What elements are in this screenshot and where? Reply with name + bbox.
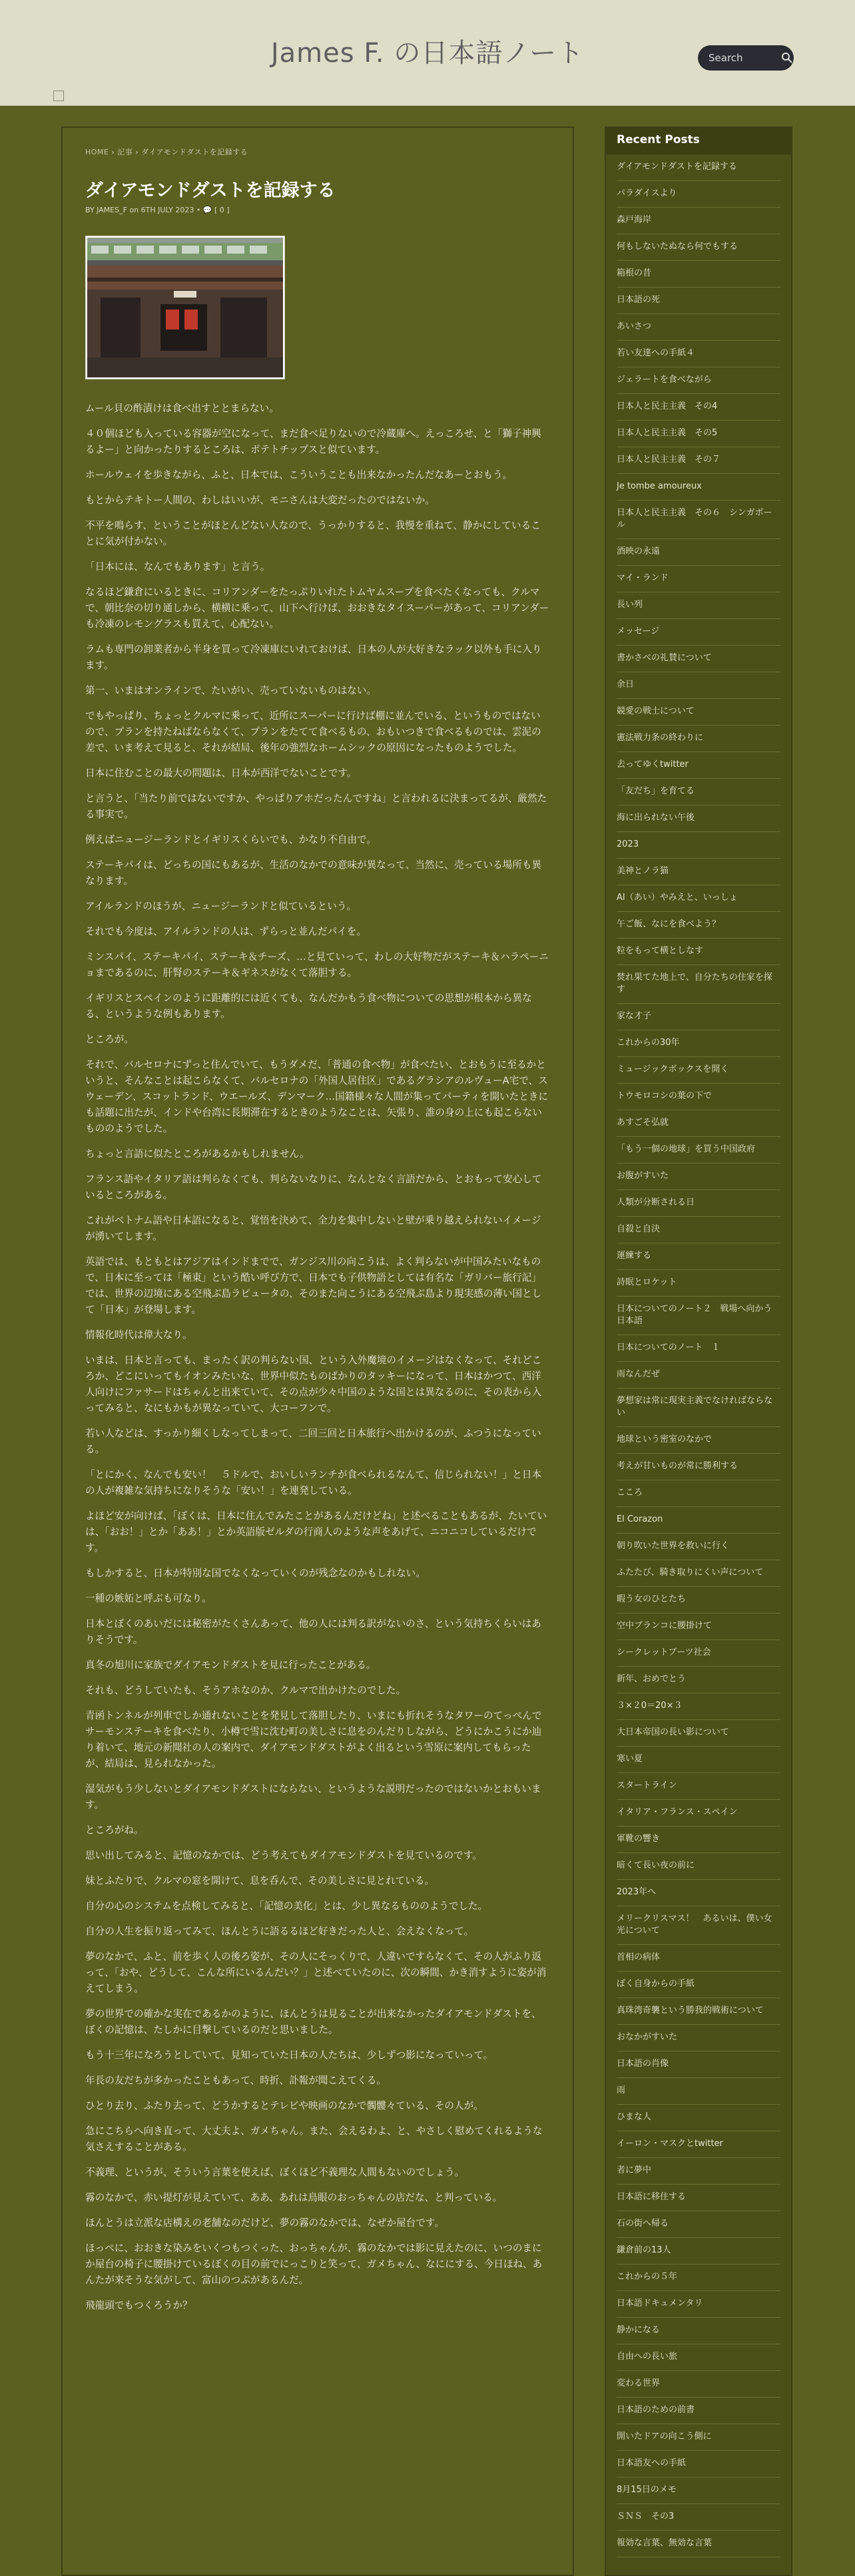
sidebar (605, 126, 792, 2576)
recent-post-link[interactable]: 日本人と民主主義 その5 (617, 421, 780, 447)
recent-post-link[interactable]: あすごそ弘就 (617, 1110, 780, 1137)
post-paragraph: 自分の人生を振り返ってみて、ほんとうに語るるほど好きだった人と、会えなくなって。 (85, 1926, 474, 1937)
post-paragraph: ところがね。 (85, 1825, 144, 1836)
recent-post-link[interactable]: 何もしないたぬなら何でもする (617, 234, 780, 261)
recent-post-link[interactable]: ひまな人 (617, 2105, 780, 2131)
recent-posts-list (606, 154, 791, 2557)
post-paragraph: 真冬の旭川に家族でダイアモンドダストを見に行ったことがある。 (85, 1659, 376, 1671)
recent-post-link[interactable]: 開いたドアの向こう側に (617, 2424, 780, 2451)
recent-post-link[interactable]: 雨 (617, 2078, 780, 2105)
recent-post-link[interactable]: ぼく自身からの手紙 (617, 1972, 780, 1998)
recent-post-link[interactable]: おなかがすいた (617, 2025, 780, 2051)
recent-post-link[interactable]: 粒をもって横としなす (617, 939, 780, 965)
recent-post-link[interactable]: メリークリスマス！ あるいは、僕い女光について (617, 1906, 780, 1945)
recent-post-link[interactable]: 寒い夏 (617, 1747, 780, 1773)
recent-post-link[interactable]: 日本についてのノート １ (617, 1335, 780, 1362)
recent-post-link[interactable]: 大日本帝国の長い影について (617, 1720, 780, 1747)
recent-post-link[interactable]: 人類が分断される日 (617, 1190, 780, 1217)
post-paragraph: よほど安が向けば、「ぼくは、日本に住んでみたことがあるんだけどね」と述べることもあるが、たいていは、「おお！」とか「ああ！」とか英語版ゼルダの行商人のような声をあげて、ニコニコしているだけです。 (85, 1510, 547, 1554)
recent-post-link[interactable]: イタリア・フランス・スペイン (617, 1800, 780, 1826)
recent-post-link[interactable]: 真珠湾奇襲という勝我的戦術について (617, 1998, 780, 2025)
post (63, 128, 573, 2314)
recent-post-link[interactable]: 地球という密室のなかで (617, 1427, 780, 1454)
recent-post-link[interactable]: お腹がすいた (617, 1164, 780, 1190)
recent-post-link[interactable]: 軍靴の響き (617, 1826, 780, 1853)
recent-post-link[interactable]: 2023 (617, 832, 780, 859)
recent-post-link[interactable]: 余日 (617, 672, 780, 699)
post-paragraph: 霧のなかで、赤い提灯が見えていて、ああ、あれは鳥眼のおっちゃんの店だな、と判っている。 (85, 2192, 503, 2203)
recent-post-link[interactable]: 石の街へ帰る (617, 2211, 780, 2238)
post-paragraph: ホールウェイを歩きながら、ふと、日本では、こういうことも出来なかったんだなあーとおもう。 (85, 469, 513, 481)
post-paragraph: 若い人などは、すっかり細くしなってしまって、二回三回と日本旅行へ出かけるのが、ふつうになっている。 (85, 1428, 541, 1455)
recent-post-link[interactable]: 報効な言葉、無効な言葉 (617, 2531, 780, 2557)
site-title[interactable]: James F. の日本語ノート (270, 38, 585, 69)
recent-post-link[interactable]: シークレットブーツ社会 (617, 1640, 780, 1667)
recent-post-link[interactable]: 日本人と民主主義 その７ (617, 447, 780, 474)
recent-post-link[interactable]: 日本人と民主主義 その６ シンガポール (617, 501, 780, 539)
menu-icon[interactable] (53, 91, 64, 101)
recent-post-link[interactable]: 鎌倉前の13人 (617, 2238, 780, 2264)
post-paragraph: ほんとうは立派な店構えの老舗なのだけど、夢の霧のなかでは、なぜか屋台です。 (85, 2217, 444, 2229)
recent-post-link[interactable]: AI（あい）やみえと、いっしょ (617, 885, 780, 912)
recent-post-link[interactable]: スタートライン (617, 1773, 780, 1800)
recent-post-link[interactable]: 夢想家は常に現実主義でなければならない (617, 1389, 780, 1427)
recent-post-link[interactable]: 空中ブランコに腰掛けて (617, 1613, 780, 1640)
post-paragraph: ムール貝の酢漬けは食べ出すととまらない。 (85, 403, 279, 414)
recent-post-link[interactable]: イーロン・マスクとtwitter (617, 2131, 780, 2158)
recent-post-link[interactable]: 日本語のための前書 (617, 2398, 780, 2424)
recent-post-link[interactable]: これからの30年 (617, 1030, 780, 1057)
post-paragraph: もとからテキトー人間の、わしはいいが、モニさんは大変だったのではないか。 (85, 495, 435, 506)
post-paragraph: 「日本には、なんでもあります」と言う。 (85, 561, 270, 572)
recent-post-link[interactable]: あいさつ (617, 314, 780, 341)
recent-post-link[interactable]: 日本語ドキュメンタリ (617, 2291, 780, 2318)
post-meta: BY JAMES_F on 6TH JULY 2023 • 💬 [ 0 ] (85, 206, 230, 214)
recent-post-link[interactable]: 日本語の肖像 (617, 2051, 780, 2078)
recent-post-link[interactable]: トウモロコシの葉の下で (617, 1084, 780, 1110)
recent-post-link[interactable]: ＳＮＳ その3 (617, 2504, 780, 2531)
post-paragraph: ミンスパイ、ステーキパイ、ステーキ＆チーズ、…と見ていって、わしの大好物だがステーキ＆ハラペーニョまであるのに、肝腎のステーキ＆ギネスがなくて落胆する。 (85, 951, 549, 978)
post-paragraph: いまは、日本と言っても、まったく訳の判らない国、という入外魔境のイメージはなくなって、それどころか、どこにいってもイオンみたいな、世界中似たものばかりのタッキーになって、日本はかつて、西洋人向けにファサードはちゃんと出来ていて、その点が少々中国のような国とは異なるのに、その表から入ってみると、なにもかもが異なっていて、大コーフンで。 (85, 1355, 542, 1414)
post-paragraph: アイルランドのほうが、ニュージーランドと似ているという。 (85, 901, 357, 912)
post-paragraph: ちょっと言語に似たところがあるかもしれません。 (85, 1148, 310, 1160)
recent-post-link[interactable]: 酒映の永遠 (617, 539, 780, 566)
post-paragraph: ラムも専門の卸業者から半身を買って冷凍庫にいれておけば、日本の人が大好きなラック以外も手に入ります。 (85, 644, 542, 671)
post-paragraph: それも、どうしていたも、そうアホなのか、クルマで出かけたのでした。 (85, 1685, 406, 1696)
post-paragraph: 例えばニュージーランドとイギリスくらいでも、かなり不自由で。 (85, 834, 376, 845)
recent-post-link[interactable]: 森戸海岸 (617, 208, 780, 234)
recent-post-link[interactable]: メッセージ (617, 619, 780, 646)
recent-post-link[interactable]: 箱根の昔 (617, 261, 780, 288)
post-body (85, 401, 550, 2314)
recent-post-link[interactable]: 首相の病体 (617, 1945, 780, 1972)
search-box[interactable] (698, 45, 794, 71)
recent-post-link[interactable]: 自殺と自決 (617, 1217, 780, 1243)
recent-post-link[interactable]: 日本人と民主主義 その4 (617, 394, 780, 421)
recent-post-link[interactable]: 去ってゆくtwitter (617, 752, 780, 779)
breadcrumb-category[interactable]: 記事 (117, 148, 133, 156)
post-thumbnail[interactable] (85, 236, 285, 379)
post-paragraph: 自分の心のシステムを点検してみると、「記憶の美化」とは、少し異なるもののようでした。 (85, 1900, 488, 1912)
post-paragraph: 不義理、というが、そういう言葉を使えば、ぼくほど不義理な人間もないのでしょう。 (85, 2167, 465, 2178)
recent-posts-title: Recent Posts (606, 128, 791, 154)
recent-post-link[interactable]: 海に出られない午後 (617, 805, 780, 832)
recent-post-link[interactable]: 競愛の戦士について (617, 699, 780, 726)
recent-post-link[interactable]: 朝り吹いた世界を救いに行く (617, 1534, 780, 1560)
post-paragraph: ４０個ほども入っている容器が空になって、まだ食べ足りないので冷蔵庫へ。えっころせ、と「獅子神興るよー」と向かったりするところは、ポテトチップスと似ています。 (85, 428, 541, 455)
recent-post-link[interactable]: 憲法戦力条の終わりに (617, 726, 780, 752)
post-paragraph: 日本とぼくのあいだには秘密がたくさんあって、他の人には判る訳がないのさ、という気持ちくらいはありそうです。 (85, 1618, 541, 1645)
recent-post-link[interactable]: 8月15日のメモ (617, 2477, 780, 2504)
recent-post-link[interactable]: 家な才子 (617, 1004, 780, 1030)
post-paragraph: 夢の世界での確かな実在であるかのように、ほんとうは見ることが出来なかったダイアモンドダストを、ぼくの記憶は、たしかに目撃しているのだと思いました。 (85, 2008, 541, 2036)
recent-post-link[interactable]: 運練する (617, 1243, 780, 1270)
recent-post-link[interactable]: 午ご飯、なにを食べよう？ (617, 912, 780, 939)
post-paragraph: ほっぺに、おおきな染みをいくつもつくった、おっちゃんが、霧のなかでは影に見えたのに、いつのまにか屋台の椅子に腰掛けているぼくの目の前でにっこりと笑って、ガメちゃん、なににする、今日ほね、あんたが来そうな気がして、富山のつぶがあるんだ。 (85, 2243, 543, 2286)
recent-post-link[interactable]: 日本語の死 (617, 288, 780, 314)
recent-post-link[interactable]: 雨なんだぜ (617, 1362, 780, 1389)
recent-post-link[interactable]: 日本についてのノート２ 戦場へ向かう日本語 (617, 1297, 780, 1335)
recent-post-link[interactable]: 日本語友への手紙 (617, 2451, 780, 2477)
post-paragraph: 日本に住むことの最大の問題は、日本が西洋でないことです。 (85, 767, 357, 779)
recent-post-link[interactable]: ジェラートを食べながら (617, 367, 780, 394)
search-input[interactable] (707, 51, 776, 65)
post-paragraph: 年長の友だちが多かったこともあって、時折、訃報が聞こえてくる。 (85, 2075, 386, 2086)
post-paragraph: 飛龍頭でもつくろうか？ (85, 2300, 192, 2311)
post-paragraph: 一種の嫉妬と呼ぶも可なり。 (85, 1593, 212, 1604)
recent-post-link[interactable]: パラダイスより (617, 181, 780, 208)
post-paragraph: もう十三年になろうとしていて、見知っていた日本の人たちは、少しずつ影になっていって。 (85, 2049, 493, 2061)
recent-post-link[interactable]: 長い列 (617, 592, 780, 619)
recent-post-link[interactable]: 静かになる (617, 2318, 780, 2344)
post-paragraph: もしかすると、日本が特別な国でなくなっていくのが残念なのかもしれない。 (85, 1568, 426, 1579)
post-paragraph: 湿気がもう少しないとダイアモンドダストにならない、というような説明だったのではないかとおもいます。 (85, 1783, 541, 1811)
search-icon[interactable] (780, 51, 794, 65)
recent-post-link[interactable]: 日本語に移住する (617, 2185, 780, 2211)
post-paragraph: 妹とふたりで、クルマの窓を開けて、息を呑んで、その美しさに見とれている。 (85, 1875, 435, 1886)
post-paragraph: 青函トンネルが列車でしか通れないことを発見して落胆したり、いまにも折れそうなタワーのてっぺんでサーモンステーキを食べたり、小樽で雪に沈む町の美しさに息をのんだりしながら、どうにかこうにか辿り着いて、地元の新聞社の人の案内で、ダイアモンドダストがよく出るという雪原に案内してもらったが、結局は、見られなかった。 (85, 1710, 542, 1769)
recent-post-link[interactable]: 「もう一個の地球」を買う中国政府 (617, 1137, 780, 1164)
post-paragraph: フランス語やイタリア語は判らなくても、判らないなりに、なんとなく言語だから、とおもって安心しているところがある。 (85, 1174, 542, 1201)
recent-post-link[interactable]: 暇う女のひとたち (617, 1587, 780, 1613)
recent-post-link[interactable]: 者に夢中 (617, 2158, 780, 2185)
recent-post-link[interactable]: これからの５年 (617, 2264, 780, 2291)
recent-post-link[interactable]: 変わる世界 (617, 2371, 780, 2398)
breadcrumb (85, 146, 550, 157)
breadcrumb-current: ダイアモンドダストを記録する (141, 148, 248, 156)
recent-post-link[interactable]: 焚れ果てた地上で、自分たちの住家を探す (617, 965, 780, 1004)
recent-post-link[interactable]: 「友だち」を育てる (617, 779, 780, 805)
recent-post-link[interactable]: 自由への長い旅 (617, 2344, 780, 2371)
post-paragraph: でもやっぱり、ちょっとクルマに乗って、近所にスーパーに行けば棚に並んでいる、というものではないので、プランを持たねばならなくて、プランをたてて食べるもの、おもいつきで食べるものでは、雲泥の差で、いま考えて見ると、それが結局、後年の強烈なホームシックの原因になったものようでした。 (85, 710, 541, 753)
post-paragraph: ひとり去り、ふたり去って、どうかするとテレビや映画のなかで髑髏々ている、その人が。 (85, 2100, 483, 2111)
recent-post-link[interactable]: 美神とノラ猫 (617, 859, 780, 885)
recent-post-link[interactable]: 考えが甘いものが常に勝利する (617, 1454, 780, 1480)
recent-post-link[interactable]: 書かさべの礼賛について (617, 646, 780, 672)
recent-post-link[interactable]: ふたたび、騎き取りにくい声について (617, 1560, 780, 1587)
recent-post-link[interactable]: El Corazon (617, 1507, 780, 1534)
post-paragraph: 英語では、もともとはアジアはインドまでで、ガンジス川の向こうは、よく判らないが中国みたいなもので、日本に至っては「極東」という酷い呼び方で、日本でも子供物語としては有名な「ガリバー旅行記」では、世界の辺境にある空飛ぶ島ラピュータの、そのまた向こうにある空飛ぶ島より現実感の薄い国として「日本」が登場します。 (85, 1256, 542, 1315)
post-paragraph: 第一、いまはオンラインで、たいがい、売っていないものはない。 (85, 685, 377, 696)
recent-post-link[interactable]: ３×２0＝20×３ (617, 1693, 780, 1720)
recent-post-link[interactable]: マイ・ランド (617, 566, 780, 592)
post-paragraph: 不平を鳴らす、ということがほとんどない人なので、うっかりすると、我慢を重ねて、静かにしていることに気が付かない。 (85, 520, 541, 547)
breadcrumb-separator: › (111, 148, 115, 156)
post-paragraph: それでも今度は、アイルランドの人は、ずらっと並んだパイを。 (85, 926, 366, 937)
post-paragraph: なるほど鎌倉にいるときに、コリアンダーをたっぷりいれたトムヤムスープを食べたくなっても、クルマで、朝比奈の切り通しから、横横に乗って、山下へ行けば、おおきなタイスーパーがあって、コリアンダーも冷凍のレモングラスも買えて、心配ない。 (85, 586, 549, 630)
post-paragraph: ところが。 (85, 1034, 134, 1045)
main-content (61, 126, 574, 2576)
breadcrumb-home[interactable]: HOME (85, 148, 109, 156)
post-paragraph: 思い出してみると、記憶のなかでは、どう考えてもダイアモンドダストを見ているのです。 (85, 1850, 482, 1861)
recent-post-link[interactable]: 2023年へ (617, 1880, 780, 1906)
post-paragraph: と言うと、「当たり前ではないですか、やっぱりアホだったんですね」と言われるに決まってるが、厳然たる事実で。 (85, 793, 547, 820)
recent-post-link[interactable]: ダイアモンドダストを記録する (617, 154, 780, 181)
post-paragraph: ステーキパイは、どっちの国にもあるが、生活のなかでの意味が異なって、当然に、売っている場所も異なります。 (85, 859, 542, 887)
recent-post-link[interactable]: ミュージックボックスを開く (617, 1057, 780, 1084)
post-paragraph: 急にこちらへ向き直って、大丈夫よ、ガメちゃん。また、会えるわよ、と、やさしく慰めてくれるような気さえすることがある。 (85, 2125, 543, 2153)
post-paragraph: 情報化時代は偉大なり。 (85, 1329, 192, 1341)
post-paragraph: それで、バルセロナにずっと住んでいて、もうダメだ、「普通の食べ物」が食べたい、とおもうに至るかというと、そんなことは起こらなくて、バルセロナの「外国人居住区」であるグラシアのルヴューA宅で、スウェーデン、スコットランド、ウエールズ、デンマーク…国籍様々な人間が集ってパーティを開いたときにも話題に出たが、インドや台湾に長期滞在するときのようなことは、矢張り、誰の身の上にも起こらないもののようでした。 (85, 1059, 549, 1134)
recent-post-link[interactable]: 暗くて長い夜の前に (617, 1853, 780, 1880)
post-paragraph: これがベトナム語や日本語になると、覚悟を決めて、全力を集中しないと壁が乗り越えられないイメージが湧いてします。 (85, 1215, 541, 1242)
post-paragraph: 夢のなかで、ふと、前を歩く人の後ろ姿が、その人にそっくりで、人違いですらなくて、その人がふり返って、「おや、どうして、こんな所にいるんだい？」と述べていたのに、次の瞬間、かき消すように姿が消えてしまう。 (85, 1951, 547, 1994)
site-header (0, 0, 855, 106)
post-title[interactable]: ダイアモンドダストを記録する (85, 180, 336, 201)
recent-post-link[interactable]: 新年、おめでとう (617, 1667, 780, 1693)
recent-post-link[interactable]: こころ (617, 1480, 780, 1507)
breadcrumb-separator: › (135, 148, 139, 156)
recent-post-link[interactable]: 詩眠とロケット (617, 1270, 780, 1297)
post-paragraph: 「とにかく、なんでも安い！ ５ドルで、おいしいランチが食べられるなんて、信じられない！」と日本の人が複雑な気持ちになりそうな「安い！」を連発している。 (85, 1469, 542, 1496)
post-paragraph: イギリスとスペインのように距離的には近くても、なんだかもう食べ物についての思想が根本から異なる、というような例もあります。 (85, 992, 532, 1020)
recent-post-link[interactable]: Je tombe amoureux (617, 474, 780, 501)
recent-post-link[interactable]: 若い友達への手紙４ (617, 341, 780, 367)
